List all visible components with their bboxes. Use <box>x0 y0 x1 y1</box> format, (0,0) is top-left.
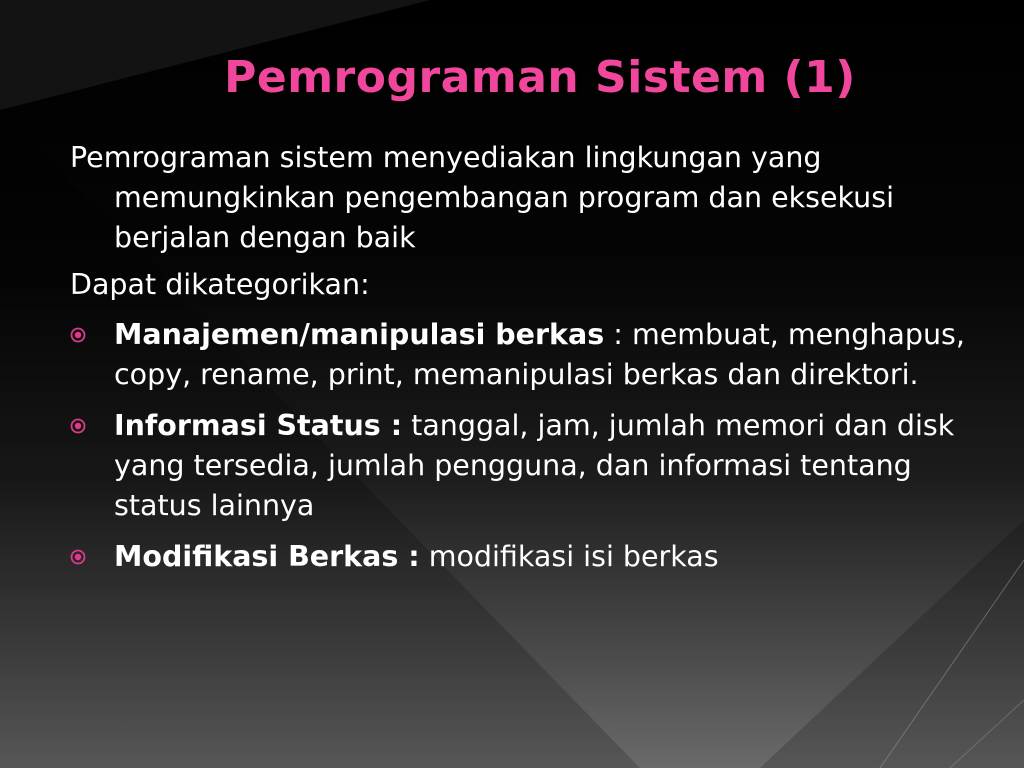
category-heading: Dapat dikategorikan: <box>70 268 370 301</box>
bullet-text: tanggal, jam, jumlah memori dan disk yang tersedia, jumlah pengguna, dan informasi tentang status lainnya <box>114 409 955 522</box>
bullet-text: modifikasi isi berkas <box>428 540 719 573</box>
bullet-text: membuat, menghapus, copy, rename, print, memanipulasi berkas dan direktori. <box>114 318 965 391</box>
slide-body <box>70 138 965 588</box>
slide-title: Pemrograman Sistem (1) <box>224 52 856 103</box>
bullet-separator: : <box>604 318 632 351</box>
circled-dot-icon <box>70 327 86 343</box>
bullet-term: Modifikasi Berkas : <box>114 540 420 573</box>
circled-dot-icon <box>70 549 86 565</box>
bullet-item-file-management <box>70 315 965 395</box>
bullet-item-status-information <box>70 406 965 526</box>
bullet-term: Manajemen/manipulasi berkas <box>114 318 605 351</box>
bullet-item-file-modification <box>70 537 965 577</box>
intro-paragraph: Pemrograman sistem menyediakan lingkungan yang memungkinkan pengembangan program dan eksekusi berjalan dengan baik <box>70 141 894 254</box>
bullet-term: Informasi Status : <box>114 409 403 442</box>
circled-dot-icon <box>70 418 86 434</box>
bullet-separator <box>420 540 429 573</box>
bullet-separator <box>402 409 411 442</box>
